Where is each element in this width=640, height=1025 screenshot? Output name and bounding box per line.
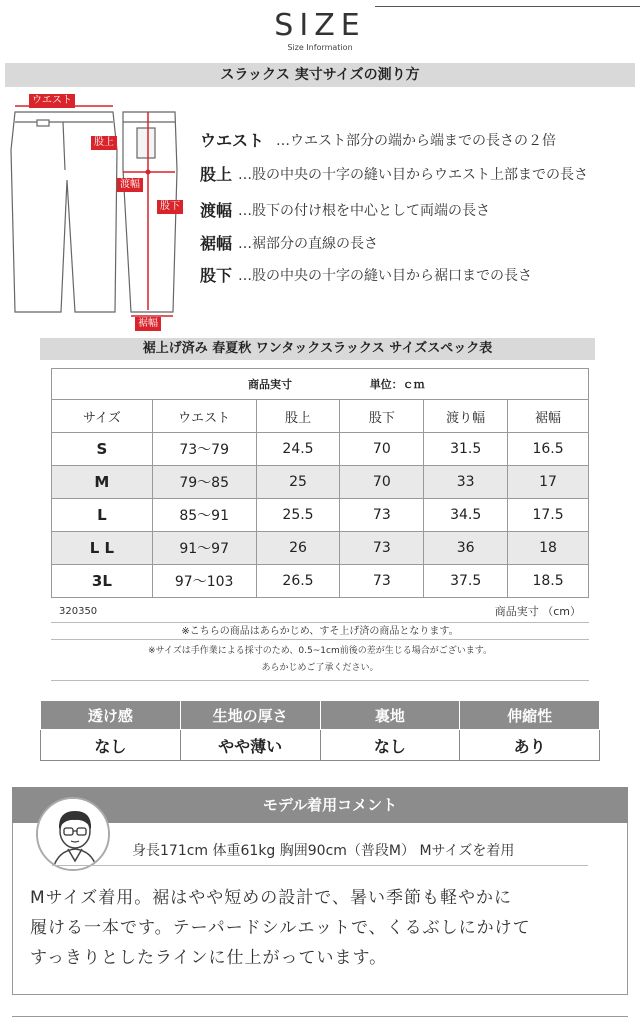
table-cell: 24.5 [256, 433, 340, 466]
table-cell: 79～85 [152, 466, 256, 499]
table-cell: 91～97 [152, 532, 256, 565]
unit-label: 単位：ｃｍ [369, 378, 425, 391]
model-comment-heading: モデル着用コメント [12, 787, 628, 823]
table-cell: 73 [340, 565, 424, 598]
divider [52, 865, 588, 866]
fabric-value: なし [320, 730, 460, 761]
definition-desc: …ウエスト部分の端から端までの長さの２倍 [276, 133, 556, 149]
unit-note: 商品実寸 （cm） [494, 605, 581, 618]
table-row [52, 499, 589, 532]
table-cell: 73 [340, 499, 424, 532]
size-cell: L L [52, 532, 153, 565]
definition-term: 股上 [200, 165, 233, 184]
table-cell: 34.5 [424, 499, 508, 532]
fabric-value: なし [41, 730, 181, 761]
tag-hem: 裾幅 [135, 317, 161, 331]
col-header: 裾幅 [508, 400, 589, 433]
model-comment-line: すっきりとしたラインに仕上がっています。 [30, 948, 388, 968]
table-cell: 16.5 [508, 433, 589, 466]
note-measurement-line1: ※サイズは手作業による採寸のため、0.5~1cm前後の差が生じる場合がございます。 [147, 646, 493, 656]
page-title: SIZE [274, 8, 366, 43]
model-comment-line: 履ける一本です。テーパードシルエットで、くるぶしにかけて [30, 918, 531, 938]
size-cell: 3L [52, 565, 153, 598]
table-cell: 37.5 [424, 565, 508, 598]
fabric-header: 生地の厚さ [180, 701, 320, 730]
col-header: 渡り幅 [424, 400, 508, 433]
header-rule [375, 6, 640, 7]
tag-thigh: 渡幅 [117, 178, 143, 192]
table-cell: 73 [340, 532, 424, 565]
tag-waist: ウエスト [29, 94, 75, 108]
model-avatar-icon [36, 797, 110, 871]
table-header-row [52, 400, 589, 433]
fabric-value: やや薄い [180, 730, 320, 761]
definition-inseam [200, 263, 640, 293]
model-comment-line: Mサイズ着用。裾はやや短めの設計で、暑い季節も軽やかに [30, 888, 512, 908]
table-cell: 85～91 [152, 499, 256, 532]
product-id: 320350 [59, 606, 98, 617]
page-header [0, 0, 640, 60]
table-row [52, 433, 589, 466]
fabric-value: あり [460, 730, 600, 761]
table-cell: 18 [508, 532, 589, 565]
definition-desc: …股の中央の十字の縫い目からウエスト上部までの長さ [238, 167, 588, 183]
table-row [52, 532, 589, 565]
definition-term: 渡幅 [200, 201, 233, 220]
slacks-diagram [5, 90, 195, 335]
definition-desc: …股下の付け根を中心として両端の長さ [238, 203, 490, 219]
model-comment-box [12, 787, 628, 995]
definition-term: ウエスト [200, 131, 265, 150]
table-cell: 36 [424, 532, 508, 565]
col-header: サイズ [52, 400, 153, 433]
definition-hem [200, 231, 640, 261]
col-header: 股下 [340, 400, 424, 433]
size-cell: L [52, 499, 153, 532]
table-cell: 70 [340, 466, 424, 499]
spec-heading: 裾上げ済み 春夏秋 ワンタックスラックス サイズスペック表 [40, 338, 595, 360]
table-cell: 26.5 [256, 565, 340, 598]
table-cell: 97～103 [152, 565, 256, 598]
note-hemmed: ※こちらの商品はあらかじめ、すそ上げ済の商品となります。 [51, 622, 589, 640]
table-cell: 33 [424, 466, 508, 499]
model-profile: 身長171cm 体重61kg 胸囲90cm（普段M） Mサイズを着用 [132, 843, 515, 859]
table-caption-row [52, 369, 589, 400]
table-cell: 73～79 [152, 433, 256, 466]
col-header: 股上 [256, 400, 340, 433]
table-cell: 17.5 [508, 499, 589, 532]
table-row [52, 466, 589, 499]
fabric-header: 伸縮性 [460, 701, 600, 730]
table-cell: 26 [256, 532, 340, 565]
table-cell: 25 [256, 466, 340, 499]
fabric-header: 裏地 [320, 701, 460, 730]
fabric-header-row [41, 701, 600, 730]
tag-inseam: 股下 [157, 200, 183, 214]
table-cell: 18.5 [508, 565, 589, 598]
fabric-value-row [41, 730, 600, 761]
definition-term: 裾幅 [200, 234, 233, 253]
col-header: ウエスト [152, 400, 256, 433]
definition-term: 股下 [200, 266, 233, 285]
bottom-divider [12, 1016, 628, 1017]
definition-rise [200, 162, 640, 192]
top-label: 商品実寸 [248, 378, 292, 391]
table-cell: 25.5 [256, 499, 340, 532]
table-row [52, 565, 589, 598]
size-cell: M [52, 466, 153, 499]
table-cell: 70 [340, 433, 424, 466]
note-measurement-line2: あらかじめご了承ください。 [261, 663, 379, 673]
tag-rise: 股上 [91, 136, 117, 150]
definition-thigh [200, 198, 640, 228]
table-cell: 31.5 [424, 433, 508, 466]
size-spec-table [51, 368, 589, 598]
size-cell: S [52, 433, 153, 466]
definition-desc: …股の中央の十字の縫い目から裾口までの長さ [238, 268, 532, 284]
measure-heading: スラックス 実寸サイズの測り方 [5, 63, 635, 87]
definition-desc: …裾部分の直線の長さ [238, 236, 378, 252]
fabric-header: 透け感 [41, 701, 181, 730]
definition-waist [200, 128, 640, 158]
table-cell: 17 [508, 466, 589, 499]
table-footer [51, 604, 589, 620]
fabric-table [40, 700, 600, 761]
note-measurement [51, 641, 589, 681]
page-subtitle: Size Information [287, 43, 353, 52]
